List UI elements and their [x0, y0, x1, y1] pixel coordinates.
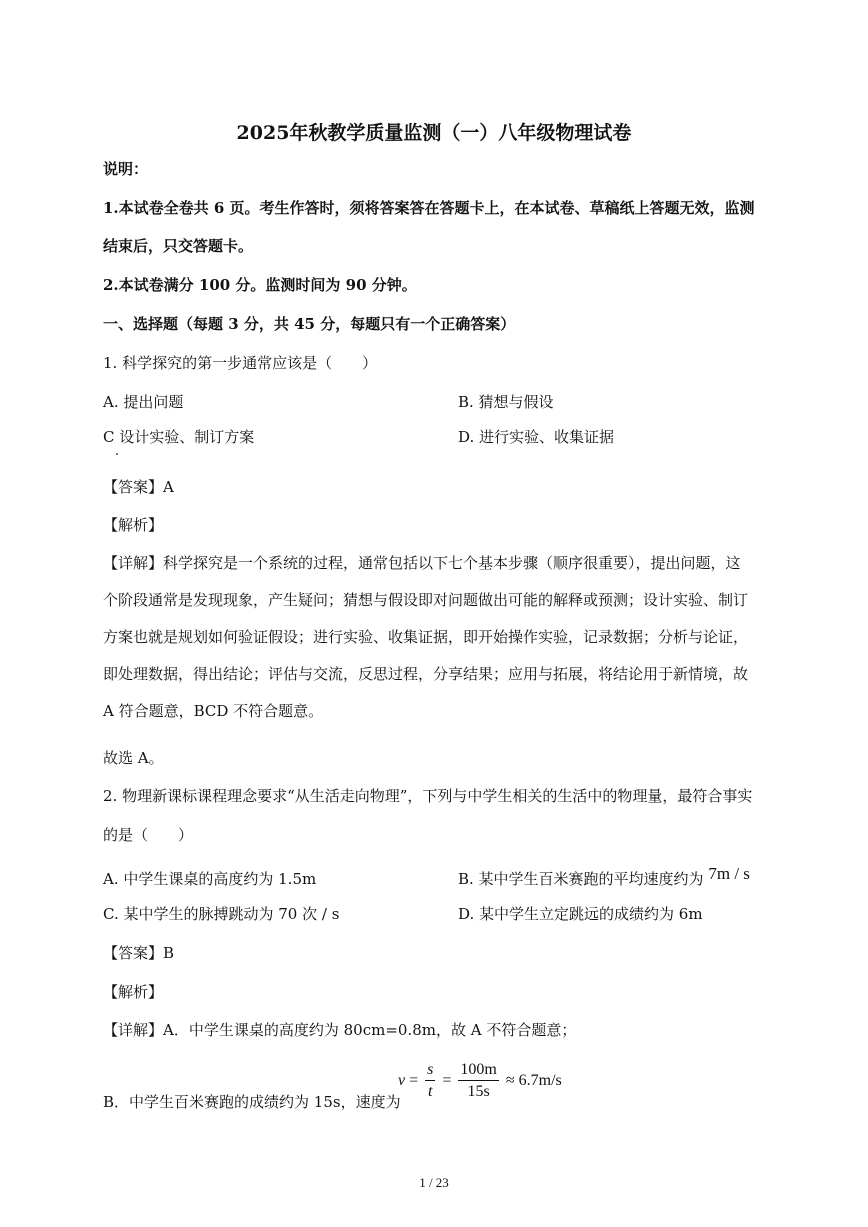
q1-option-c: C 设计实验、制订方案 [103, 428, 255, 446]
q1-conclusion: 故选 A。 [103, 749, 164, 767]
formula-result: ≈ 6.7m/s [505, 1072, 562, 1090]
q2-option-a: A. 中学生课桌的高度约为 1.5m [103, 870, 317, 888]
formula-num-distance: 100m [458, 1060, 498, 1081]
q1-detail-line: 【详解】科学探究是一个系统的过程，通常包括以下七个基本步骤（顺序很重要），提出问题，这 [103, 554, 741, 572]
q1-detail-line: 即处理数据，得出结论；评估与交流，反思过程，分享结果；应用与拓展，将结论用于新情境，故 [103, 665, 749, 683]
formula-eq1: = [409, 1072, 419, 1090]
page-number: 1 / 23 [419, 1175, 449, 1190]
notes-item1-line1: 1.本试卷全卷共 6 页。考生作答时，须将答案答在答题卡上，在本试卷、草稿纸上答题无效，监测 [103, 199, 755, 217]
formula-eq2: = [442, 1072, 452, 1090]
q2-detail-a: 【详解】A．中学生课桌的高度约为 80cm=0.8m，故 A 不符合题意； [103, 1021, 577, 1039]
q1-detail-line: 方案也就是规划如何验证假设；进行实验、收集证据，即开始操作实验，记录数据；分析与论证， [103, 628, 749, 646]
section-heading: 一、选择题（每题 3 分，共 45 分，每题只有一个正确答案） [103, 315, 516, 333]
q2-answer: 【答案】B [103, 944, 175, 962]
q2-option-c: C. 某中学生的脉搏跳动为 70 次 / s [103, 905, 340, 923]
formula-den-t: t [428, 1083, 433, 1100]
q1-detail [103, 545, 765, 730]
q1-answer: 【答案】A [103, 478, 174, 496]
notes-item2: 2.本试卷满分 100 分。监测时间为 90 分钟。 [103, 276, 417, 294]
q1-option-b: B. 猜想与假设 [458, 393, 554, 411]
q2-stem-line2: 的是（ ） [103, 826, 194, 844]
q2-analysis-label: 【解析】 [103, 983, 164, 1001]
formula-den-time: 15s [467, 1083, 490, 1100]
q2-option-b [458, 864, 750, 889]
formula-v: v [398, 1072, 406, 1090]
q1-analysis-label: 【解析】 [103, 516, 164, 534]
q1-option-a: A. 提出问题 [103, 393, 184, 411]
notes-heading: 说明： [103, 160, 149, 178]
notes-item1-line2: 结束后，只交答题卡。 [103, 237, 254, 255]
q1-stem: 1. 科学探究的第一步通常应该是（ ） [103, 354, 378, 372]
exam-title: 2025年秋教学质量监测（一）八年级物理试卷 [236, 122, 632, 144]
q2-option-b-value: 7m / s [708, 864, 750, 883]
q2-stem-line1: 2. 物理新课标课程理念要求“从生活走向物理”，下列与中学生相关的生活中的物理量，最符合事实 [103, 787, 753, 805]
q1-option-d: D. 进行实验、收集证据 [458, 428, 615, 446]
formula-fraction-values [458, 1060, 498, 1103]
speed-formula [398, 1060, 562, 1103]
q2-option-b-text: B. 某中学生百米赛跑的平均速度约为 [458, 870, 704, 888]
q1-detail-line: A 符合题意，BCD 不符合题意。 [103, 702, 324, 720]
q2-detail-b: B．中学生百米赛跑的成绩约为 15s，速度为 [103, 1093, 401, 1111]
formula-num-s: s [425, 1060, 435, 1081]
q2-option-d: D. 某中学生立定跳远的成绩约为 6m [458, 905, 703, 923]
formula-fraction-s-over-t [425, 1060, 435, 1103]
stray-dot [116, 453, 118, 455]
q1-detail-line: 个阶段通常是发现现象，产生疑问；猜想与假设即对问题做出可能的解释或预测；设计实验、制订 [103, 591, 749, 609]
